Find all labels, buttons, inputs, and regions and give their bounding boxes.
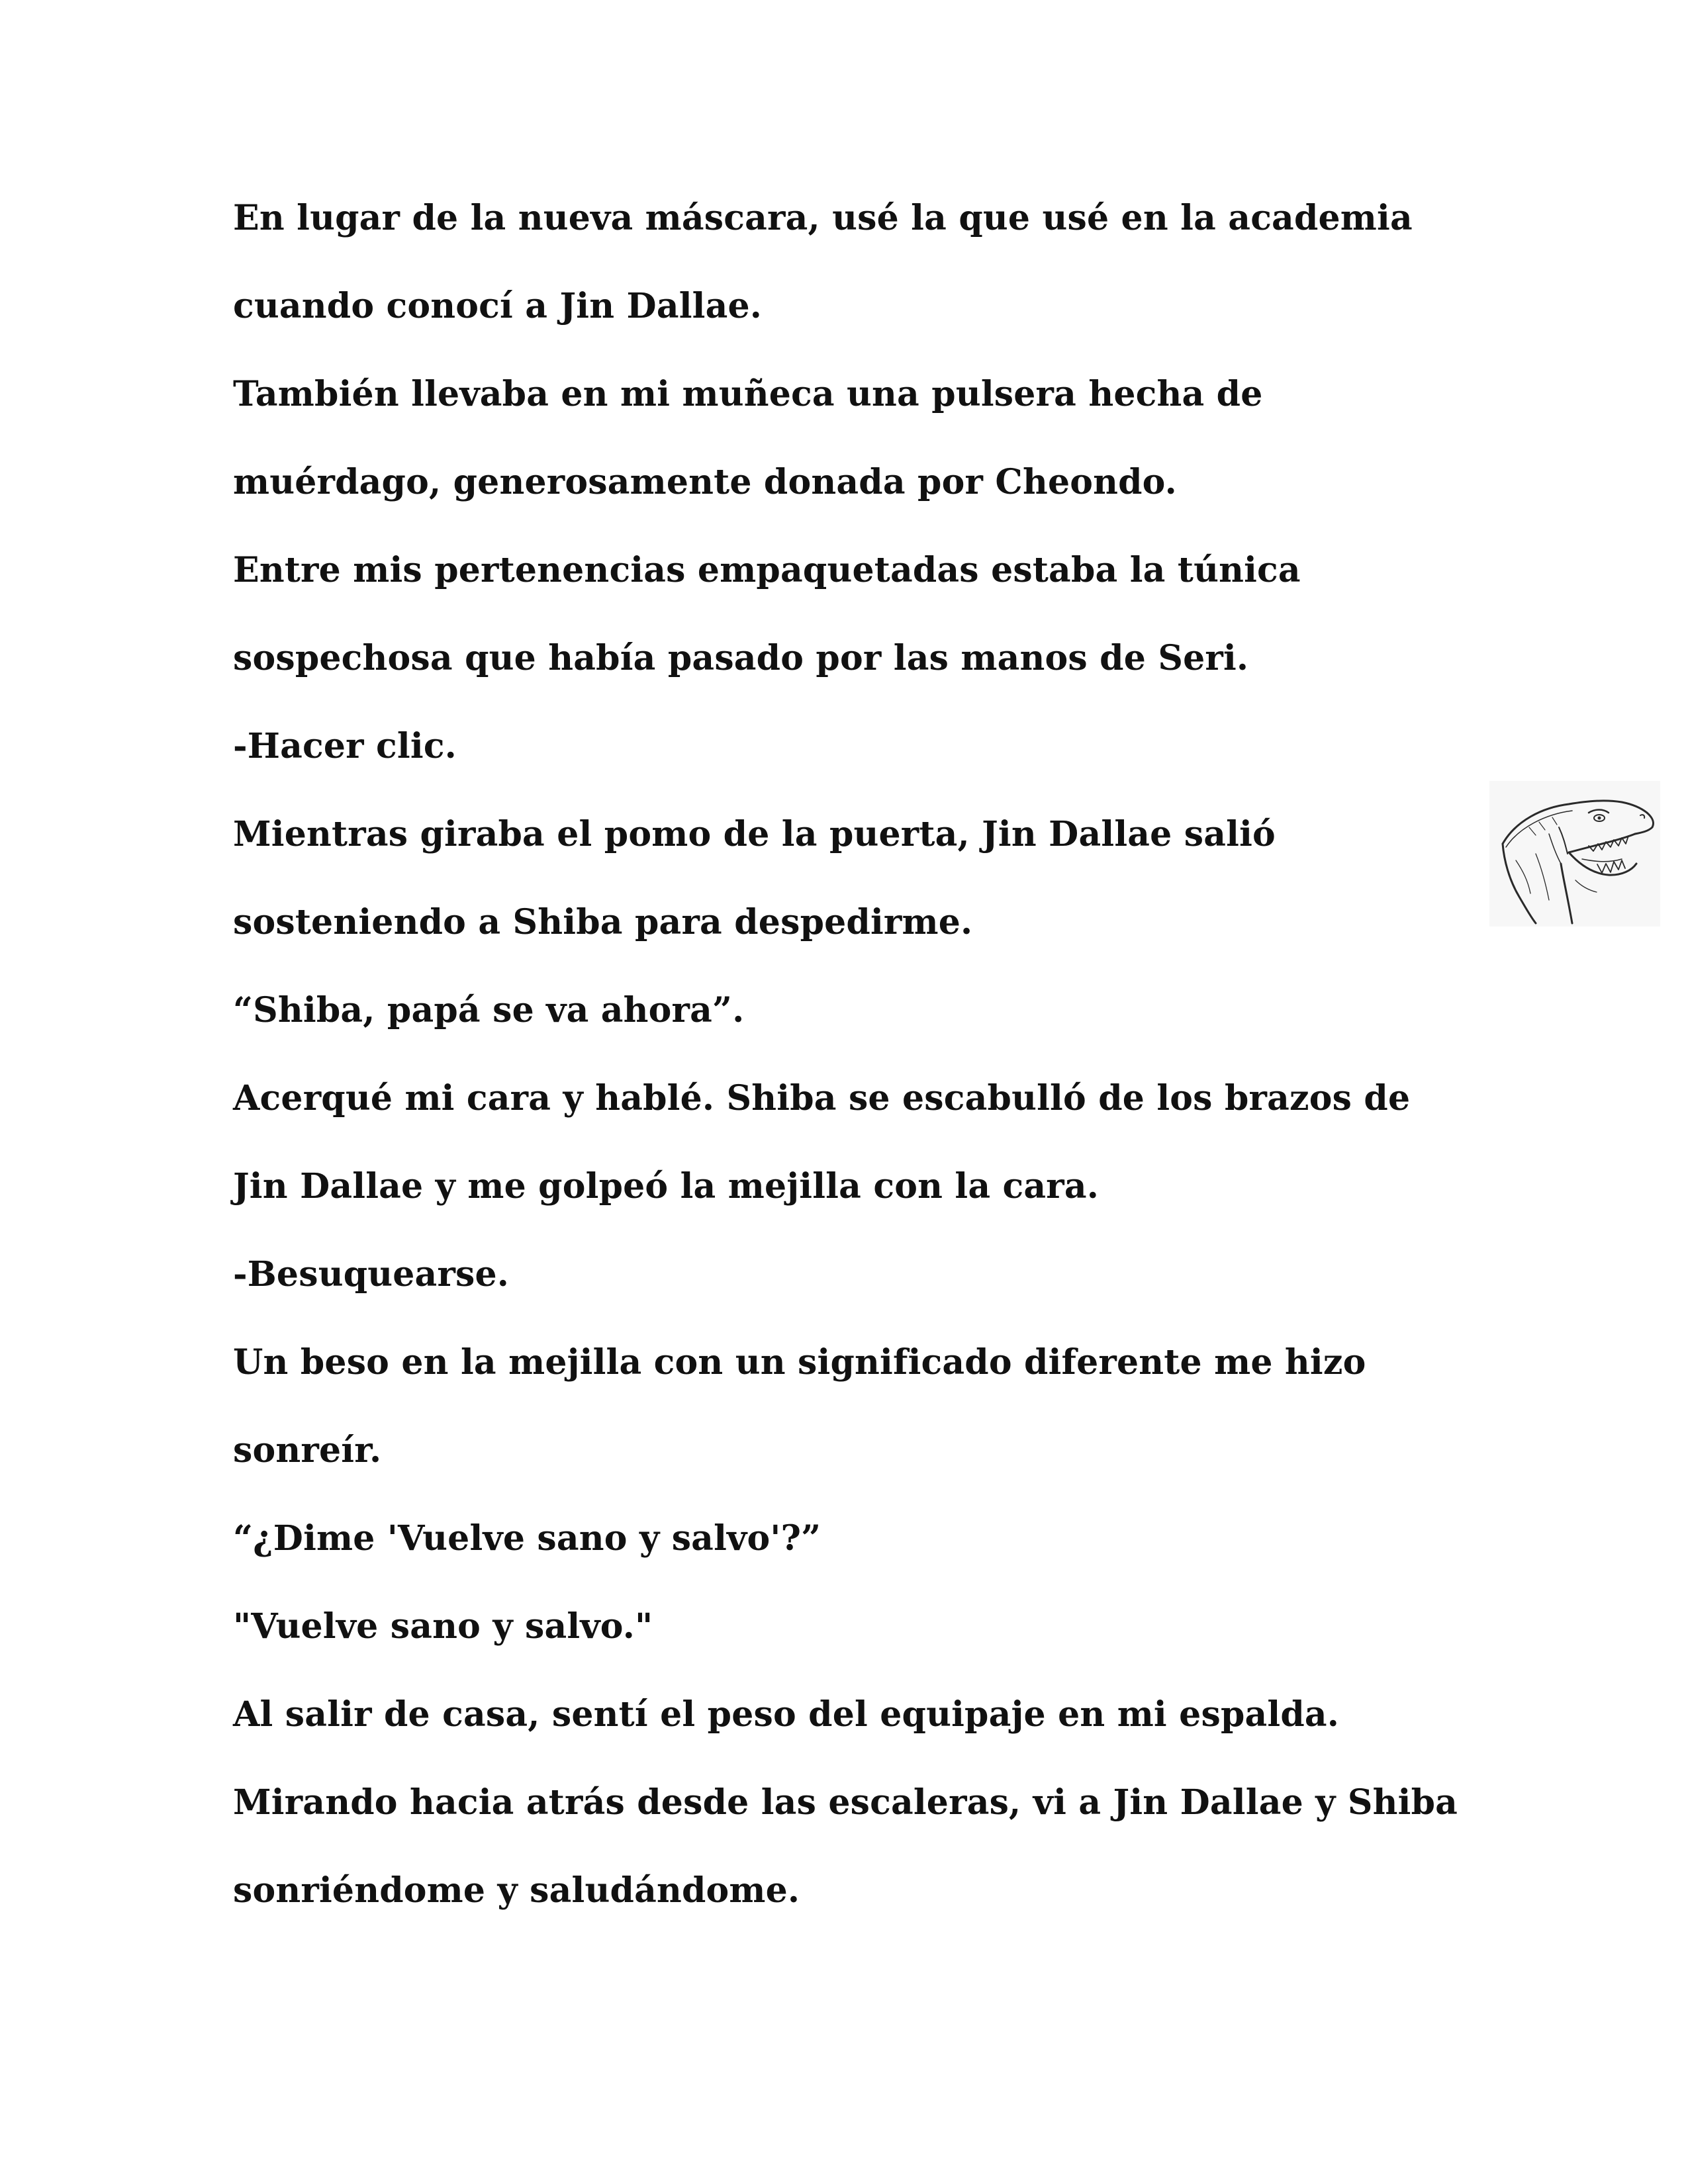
text-line-15: sonreír. xyxy=(233,1430,382,1471)
text-line-13: -Besuquearse. xyxy=(233,1254,510,1295)
text-line-6: sospechosa que había pasado por las manos de Seri. xyxy=(233,638,1249,678)
text-line-4: muérdago, generosamente donada por Cheondo. xyxy=(233,462,1177,502)
dinosaur-head-sketch-icon xyxy=(1489,781,1660,927)
text-line-5: Entre mis pertenencias empaquetadas estaba la túnica xyxy=(233,550,1301,590)
text-line-7: -Hacer clic. xyxy=(233,726,457,766)
text-line-9: sosteniendo a Shiba para despedirme. xyxy=(233,902,973,942)
text-line-14: Un beso en la mejilla con un significado diferente me hizo xyxy=(233,1342,1366,1383)
body-text xyxy=(233,182,1524,1942)
text-line-18: Al salir de casa, sentí el peso del equipaje en mi espalda. xyxy=(233,1694,1340,1735)
text-line-8: Mientras giraba el pomo de la puerta, Jin Dallae salió xyxy=(233,814,1276,854)
text-line-20: sonriéndome y saludándome. xyxy=(233,1870,800,1911)
text-line-10: “Shiba, papá se va ahora”. xyxy=(233,990,745,1030)
text-line-3: También llevaba en mi muñeca una pulsera hecha de xyxy=(233,374,1263,414)
text-line-1: En lugar de la nueva máscara, usé la que usé en la academia xyxy=(233,198,1413,238)
text-line-19: Mirando hacia atrás desde las escaleras, vi a Jin Dallae y Shiba xyxy=(233,1782,1458,1823)
text-line-11: Acerqué mi cara y hablé. Shiba se escabulló de los brazos de xyxy=(233,1078,1411,1118)
text-line-2: cuando conocí a Jin Dallae. xyxy=(233,286,763,326)
text-line-17: "Vuelve sano y salvo." xyxy=(233,1606,653,1647)
text-line-16: “¿Dime 'Vuelve sano y salvo'?” xyxy=(233,1518,821,1559)
text-line-12: Jin Dallae y me golpeó la mejilla con la cara. xyxy=(233,1166,1100,1206)
